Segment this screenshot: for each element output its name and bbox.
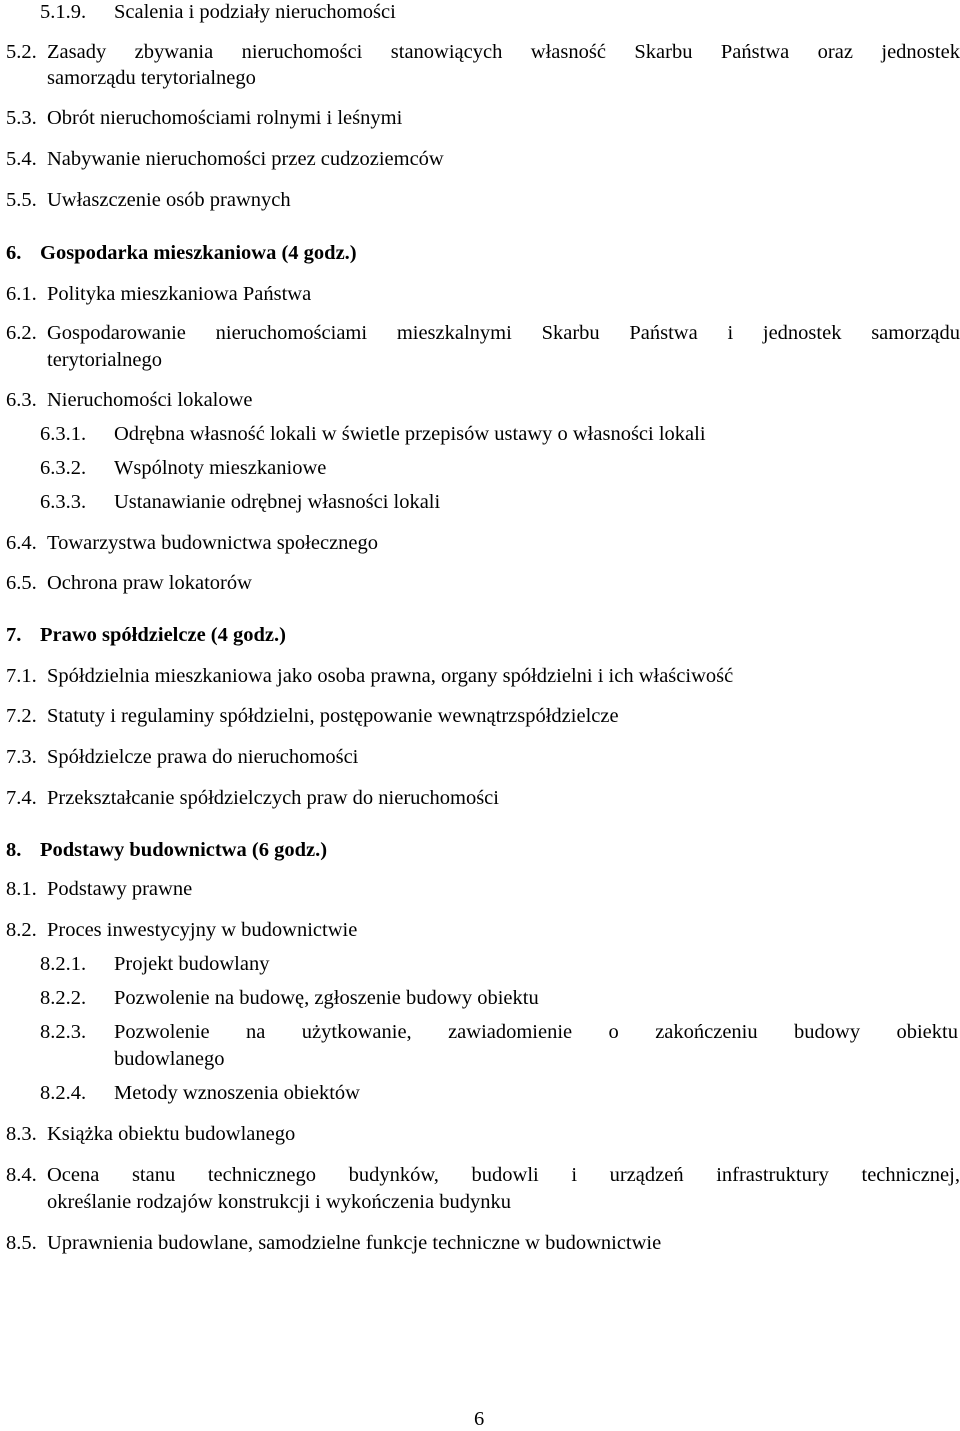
section-number: 6.: [6, 242, 22, 264]
entry-text: Metody wznoszenia obiektów: [114, 1082, 360, 1104]
entry-number: 7.2.: [6, 705, 37, 727]
entry-text-continuation: określanie rodzajów konstrukcji i wykończenia budynku: [47, 1191, 511, 1213]
entry-number: 6.5.: [6, 572, 37, 594]
entry-text: Gospodarowanie nieruchomościami mieszkalnymi Skarbu Państwa i jednostek samorządu: [47, 322, 960, 344]
entry-number: 7.1.: [6, 665, 37, 687]
entry-number: 8.1.: [6, 878, 37, 900]
entry-text: Uprawnienia budowlane, samodzielne funkcje techniczne w budownictwie: [47, 1232, 662, 1254]
entry-number: 6.2.: [6, 322, 37, 344]
entry-text: Spółdzielcze prawa do nieruchomości: [47, 746, 359, 768]
entry-text: Polityka mieszkaniowa Państwa: [47, 283, 312, 305]
entry-number: 8.5.: [6, 1232, 37, 1254]
entry-number: 8.2.4.: [40, 1082, 87, 1104]
entry-text: Uwłaszczenie osób prawnych: [47, 189, 291, 211]
entry-number: 8.4.: [6, 1164, 37, 1186]
entry-text: Scalenia i podziały nieruchomości: [114, 1, 396, 23]
entry-text: Ocena stanu technicznego budynków, budowli i urządzeń infrastruktury technicznej,: [47, 1164, 960, 1186]
entry-number: 6.3.: [6, 389, 37, 411]
entry-text-continuation: terytorialnego: [47, 349, 162, 371]
entry-text: Nieruchomości lokalowe: [47, 389, 253, 411]
entry-text: Wspólnoty mieszkaniowe: [114, 457, 327, 479]
entry-text: Spółdzielnia mieszkaniowa jako osoba prawna, organy spółdzielni i ich właściwość: [47, 665, 734, 687]
entry-text: Pozwolenie na użytkowanie, zawiadomienie o zakończeniu budowy obiektu: [114, 1021, 958, 1043]
page-number: 6: [474, 1408, 485, 1430]
entry-text: Projekt budowlany: [114, 953, 270, 975]
entry-number: 5.1.9.: [40, 1, 87, 23]
entry-number: 7.4.: [6, 787, 37, 809]
section-number: 7.: [6, 624, 22, 646]
section-title: Prawo spółdzielcze (4 godz.): [40, 624, 286, 646]
entry-text: Proces inwestycyjny w budownictwie: [47, 919, 358, 941]
entry-text-continuation: budowlanego: [114, 1048, 225, 1070]
entry-text: Statuty i regulaminy spółdzielni, postępowanie wewnątrzspółdzielcze: [47, 705, 619, 727]
entry-number: 6.4.: [6, 532, 37, 554]
entry-text: Nabywanie nieruchomości przez cudzoziemców: [47, 148, 444, 170]
entry-number: 8.2.2.: [40, 987, 87, 1009]
entry-number: 5.2.: [6, 41, 37, 63]
entry-text: Zasady zbywania nieruchomości stanowiących własność Skarbu Państwa oraz jednostek: [47, 41, 960, 63]
entry-number: 8.2.3.: [40, 1021, 87, 1043]
entry-number: 8.2.1.: [40, 953, 87, 975]
entry-number: 6.3.3.: [40, 491, 87, 513]
section-number: 8.: [6, 839, 22, 861]
entry-text-continuation: samorządu terytorialnego: [47, 67, 256, 89]
entry-number: 6.3.1.: [40, 423, 87, 445]
entry-text: Towarzystwa budownictwa społecznego: [47, 532, 379, 554]
entry-text: Pozwolenie na budowę, zgłoszenie budowy obiektu: [114, 987, 539, 1009]
entry-text: Podstawy prawne: [47, 878, 193, 900]
entry-text: Ochrona praw lokatorów: [47, 572, 252, 594]
entry-text: Książka obiektu budowlanego: [47, 1123, 296, 1145]
entry-number: 7.3.: [6, 746, 37, 768]
entry-number: 6.1.: [6, 283, 37, 305]
entry-number: 8.3.: [6, 1123, 37, 1145]
section-title: Gospodarka mieszkaniowa (4 godz.): [40, 242, 357, 264]
entry-text: Obrót nieruchomościami rolnymi i leśnymi: [47, 107, 403, 129]
entry-number: 8.2.: [6, 919, 37, 941]
entry-number: 5.3.: [6, 107, 37, 129]
section-title: Podstawy budownictwa (6 godz.): [40, 839, 328, 861]
entry-text: Odrębna własność lokali w świetle przepisów ustawy o własności lokali: [114, 423, 706, 445]
entry-number: 5.5.: [6, 189, 37, 211]
entry-text: Przekształcanie spółdzielczych praw do nieruchomości: [47, 787, 499, 809]
entry-text: Ustanawianie odrębnej własności lokali: [114, 491, 441, 513]
entry-number: 5.4.: [6, 148, 37, 170]
entry-number: 6.3.2.: [40, 457, 87, 479]
